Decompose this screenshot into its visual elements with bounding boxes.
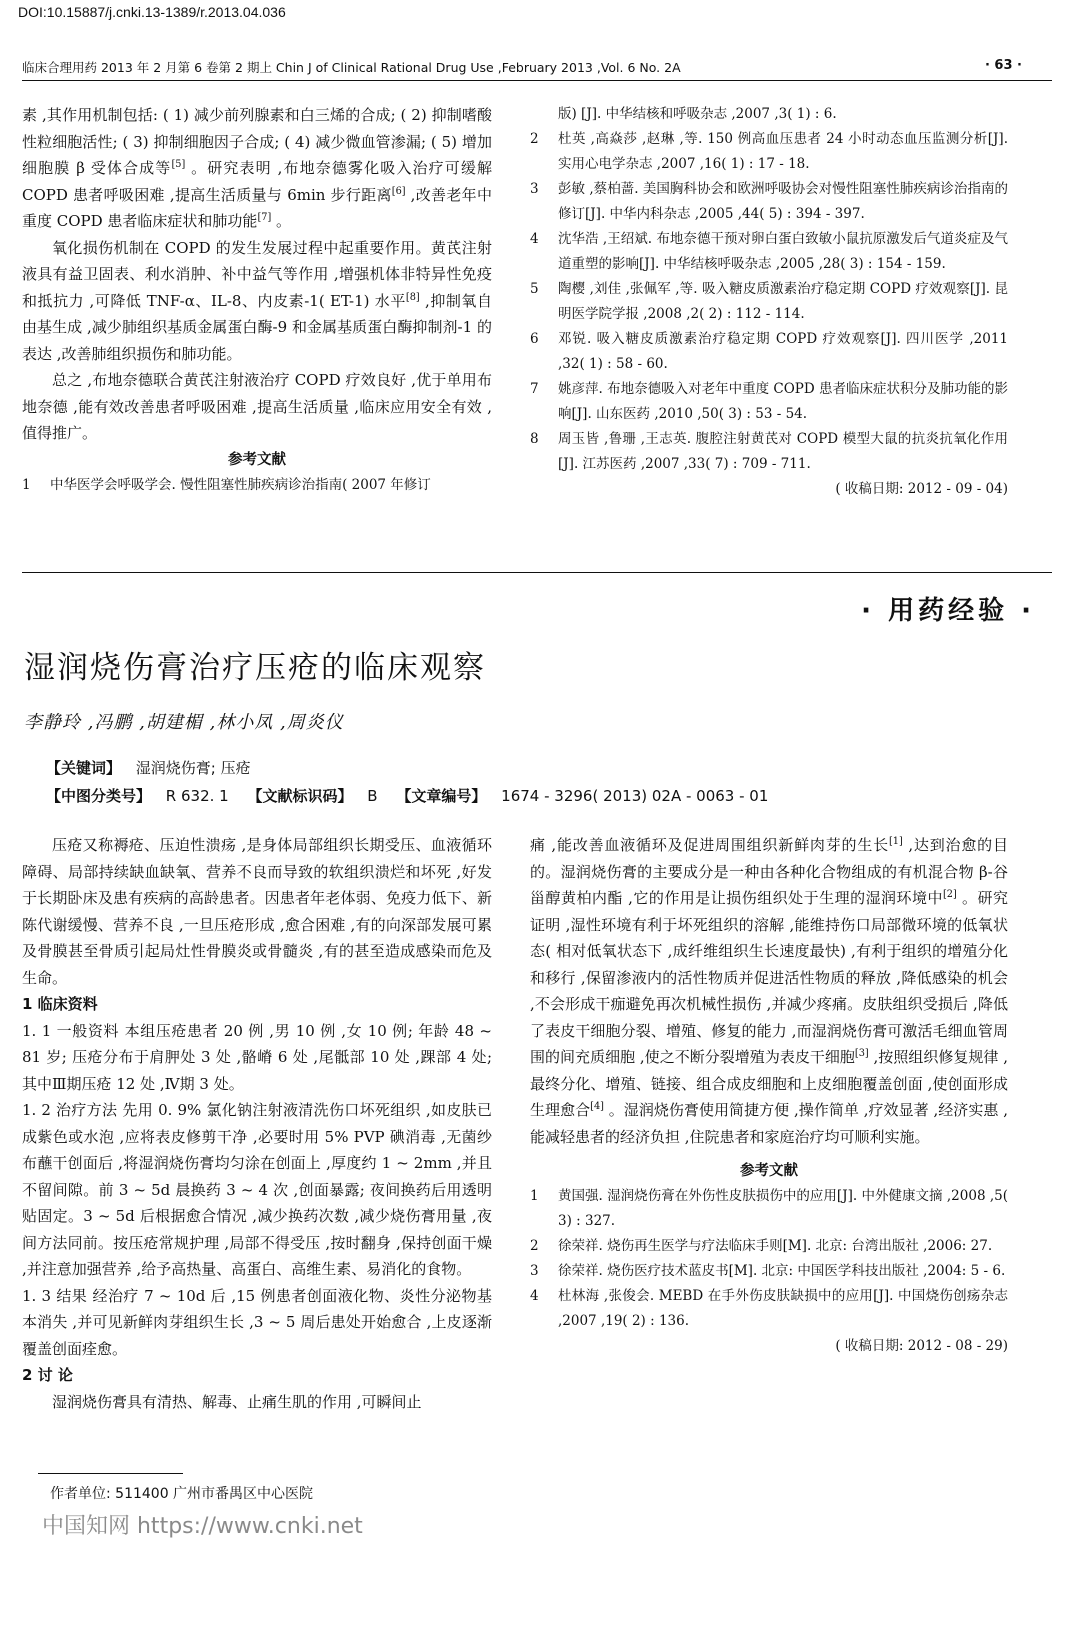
ref-text: 版) [J]. 中华结核和呼吸杂志 ,2007 ,3( 1) : 6. bbox=[558, 106, 837, 122]
keywords-label: 【关键词】 bbox=[46, 759, 122, 777]
doc-code-label: 【文献标识码】 bbox=[247, 787, 353, 805]
article-no-value: 1674 - 3296( 2013) 02A - 0063 - 01 bbox=[501, 787, 769, 805]
prev-received-date: ( 收稿日期: 2012 - 09 - 04) bbox=[835, 481, 1008, 497]
prev-ref-item bbox=[530, 427, 1008, 477]
running-head-text: 临床合理用药 2013 年 2 月第 6 卷第 2 期上 Chin J of Clinical Rational Drug Use ,February 2013 ,Vol. 6 No. 2A bbox=[22, 60, 681, 75]
section-heading: 1 临床资料 bbox=[22, 995, 98, 1013]
ref-number: 2 bbox=[530, 1238, 539, 1254]
article-right-column bbox=[530, 832, 1008, 1358]
article-authors: 李静玲 ,冯鹏 ,胡建楣 ,林小凤 ,周炎仪 bbox=[24, 712, 344, 733]
article-separator-rule bbox=[22, 572, 1052, 573]
prev-ref-item bbox=[530, 102, 1008, 127]
received-date: ( 收稿日期: 2012 - 08 - 29) bbox=[835, 1338, 1008, 1354]
classification-line bbox=[46, 785, 768, 806]
prev-article-right-column bbox=[530, 102, 1008, 501]
prev-paragraph-3: 总之 ,布地奈德联合黄芪注射液治疗 COPD 疗效良好 ,优于单用布地奈德 ,能有效改善患者呼吸困难 ,提高生活质量 ,临床应用安全有效 ,值得推广。 bbox=[22, 371, 492, 442]
ref-text: 杜林海 ,张俊会. MEBD 在手外伤皮肤缺损中的应用[J]. 中国烧伤创疡杂志 ,2007 ,19( 2) : 136. bbox=[558, 1288, 1008, 1329]
keywords-line bbox=[46, 757, 251, 778]
ref-number: 6 bbox=[530, 331, 539, 347]
doi: DOI:10.15887/j.cnki.13-1389/r.2013.04.036 bbox=[18, 4, 286, 20]
article-title: 湿润烧伤膏治疗压疮的临床观察 bbox=[24, 650, 486, 686]
ref-text: 徐荣祥. 烧伤再生医学与疗法临床手则[M]. 北京: 台湾出版社 ,2006: 27. bbox=[558, 1238, 993, 1254]
article-left-column bbox=[22, 832, 492, 1415]
prev-ref-item bbox=[530, 127, 1008, 177]
prev-article-left-column bbox=[22, 102, 492, 498]
prev-ref-item bbox=[530, 377, 1008, 427]
prev-ref-item bbox=[530, 327, 1008, 377]
subsection-paragraph: 1. 3 结果 经治疗 7 ~ 10d 后 ,15 例患者创面液化物、炎性分泌物基本消失 ,并可见新鲜肉芽组织生长 ,3 ~ 5 周后患处开始愈合 ,上皮逐渐覆盖创面痊愈。 bbox=[22, 1286, 492, 1358]
ref-number: 1 bbox=[530, 1188, 539, 1204]
prev-ref-item bbox=[22, 473, 492, 498]
ref-text: 沈华浩 ,王绍斌. 布地奈德干预对卵白蛋白致敏小鼠抗原激发后气道炎症及气道重塑的影响[J]. 中华结核呼吸杂志 ,2005 ,28( 3) : 154 - 159. bbox=[558, 231, 1008, 272]
subsection-paragraph: 1. 1 一般资料 本组压疮患者 20 例 ,男 10 例 ,女 10 例; 年龄 48 ~ 81 岁; 压疮分布于肩胛处 3 处 ,骼嵴 6 处 ,尾骶部 10 处 ,踝部 4 处; 其中Ⅲ期压疮 12 处 ,Ⅳ期 3 处。 bbox=[22, 1021, 492, 1093]
body-paragraph: 压疮又称褥疮、压迫性溃疡 ,是身体局部组织长期受压、血液循环障碍、局部持续缺血缺氧、营养不良而导致的软组织溃烂和坏死 ,好发于长期卧床及患有疾病的高龄患者。因患者年老体弱、免疫力低下、新陈代谢缓慢、营养不良 ,一旦压疮形成 ,愈合困难 ,有的向深部发展可累及骨膜甚至骨质引起局灶性骨膜炎或骨髓炎 ,有的甚至造成感染而危及生命。 bbox=[22, 836, 492, 987]
refs-title: 参考文献 bbox=[740, 1162, 798, 1179]
section-tag: · 用药经验 · bbox=[861, 596, 1035, 626]
prev-ref-item bbox=[530, 277, 1008, 327]
page-number: · 63 · bbox=[984, 58, 1022, 73]
ref-text: 彭敏 ,蔡柏蔷. 美国胸科协会和欧洲呼吸协会对慢性阻塞性肺疾病诊治指南的修订[J]. 中华内科杂志 ,2005 ,44( 5) : 394 - 397. bbox=[558, 181, 1008, 222]
prev-paragraph-2: 氧化损伤机制在 COPD 的发生发展过程中起重要作用。黄芪注射液具有益卫固表、利水消肿、补中益气等作用 ,增强机体非特异性免疫和抵抗力 ,可降低 TNF-α、IL-8、内皮素-1( ET-1) 水平[8] ,抑制氧自由基生成 ,减少肺组织基质金属蛋白酶-9 和金属基质蛋白酶抑制剂-1 的表达 ,改善肺组织损伤和肺功能。 bbox=[22, 238, 492, 363]
ref-item bbox=[530, 1234, 1008, 1259]
article-no-label: 【文章编号】 bbox=[396, 787, 487, 805]
doc-code-value: B bbox=[367, 787, 378, 805]
ref-text: 黄国强. 湿润烧伤膏在外伤性皮肤损伤中的应用[J]. 中外健康文摘 ,2008 ,5( 3) : 327. bbox=[558, 1188, 1008, 1229]
body-paragraph: 痛 ,能改善血液循环及促进周围组织新鲜肉芽的生长[1] ,达到治愈的目的。湿润烧伤膏的主要成分是一种由各种化合物组成的有机混合物 β-谷甾醇黄柏内酯 ,它的作用是让损伤组织处于生理的湿润环境中[2] 。研究证明 ,湿性环境有利于坏死组织的溶解 ,能维持伤口局部微环境的低氧状态( 相对低氧状态下 ,成纤维组织生长速度最快) ,有利于组织的增殖分化和移行 ,保留渗液内的活性物质并促进活性物质的释放 ,降低感染的机会 ,不会形成干痂避免再次机械性损伤 ,并减少疼痛。皮肤组织受损后 ,降低了表皮干细胞分裂、增殖、修复的能力 ,而湿润烧伤膏可激活毛细血管周围的间充质细胞 ,使之不断分裂增殖为表皮干细胞[3] ,按照组织修复规律 ,最终分化、增殖、链接、组合成皮细胞和上皮细胞覆盖创面 ,使创面形成生理愈合[4] 。湿润烧伤膏使用简捷方便 ,操作简单 ,疗效显著 ,经济实惠 ,能减轻患者的经济负担 ,住院患者和家庭治疗均可顺利实施。 bbox=[530, 836, 1008, 1146]
ref-number: 3 bbox=[530, 1263, 539, 1279]
ref-item bbox=[530, 1184, 1008, 1234]
ref-number: 8 bbox=[530, 431, 539, 447]
ref-number: 5 bbox=[530, 281, 539, 297]
keywords-value: 湿润烧伤膏; 压疮 bbox=[135, 759, 251, 777]
cnki-watermark: 中国知网 https://www.cnki.net bbox=[42, 1514, 363, 1539]
ref-text: 邓锐. 吸入糖皮质激素治疗稳定期 COPD 疗效观察[J]. 四川医学 ,2011 ,32( 1) : 58 - 60. bbox=[558, 331, 1008, 372]
clc-label: 【中图分类号】 bbox=[46, 787, 152, 805]
ref-text: 姚彦萍. 布地奈德吸入对老年中重度 COPD 患者临床症状积分及肺功能的影响[J]. 山东医药 ,2010 ,50( 3) : 53 - 54. bbox=[558, 381, 1008, 422]
prev-paragraph-1: 素 ,其作用机制包括: ( 1) 减少前列腺素和白三烯的合成; ( 2) 抑制嗜酸性粒细胞活性; ( 3) 抑制细胞因子合成; ( 4) 减少微血管渗漏; ( 5) 增加细胞膜 β 受体合成等[5] 。研究表明 ,布地奈德雾化吸入治疗可缓解 COPD 患者呼吸困难 ,提高生活质量与 6min 步行距离[6] ,改善老年中重度 COPD 患者临床症状和肺功能[7] 。 bbox=[22, 106, 492, 230]
ref-number: 1 bbox=[22, 476, 31, 493]
ref-number: 2 bbox=[530, 131, 539, 147]
header-rule bbox=[22, 80, 1052, 81]
body-paragraph: 湿润烧伤膏具有清热、解毒、止痛生肌的作用 ,可瞬间止 bbox=[52, 1392, 422, 1411]
prev-refs-title: 参考文献 bbox=[228, 450, 286, 468]
ref-number: 3 bbox=[530, 181, 539, 197]
ref-text: 周玉皆 ,鲁珊 ,王志英. 腹腔注射黄芪对 COPD 模型大鼠的抗炎抗氧化作用[J]. 江苏医药 ,2007 ,33( 7) : 709 - 711. bbox=[558, 431, 1008, 472]
ref-number: 4 bbox=[530, 1288, 539, 1304]
clc-value: R 632. 1 bbox=[165, 787, 229, 805]
author-affiliation: 作者单位: 511400 广州市番禺区中心医院 bbox=[50, 1486, 314, 1502]
ref-text: 徐荣祥. 烧伤医疗技术蓝皮书[M]. 北京: 中国医学科技出版社 ,2004: 5 - 6. bbox=[558, 1263, 1006, 1279]
footnote-rule bbox=[38, 1473, 183, 1474]
prev-ref-item bbox=[530, 177, 1008, 227]
prev-ref-item bbox=[530, 227, 1008, 277]
section-heading: 2 讨 论 bbox=[22, 1366, 73, 1384]
ref-item bbox=[530, 1259, 1008, 1284]
ref-text: 中华医学会呼吸学会. 慢性阻塞性肺疾病诊治指南( 2007 年修订 bbox=[50, 476, 431, 493]
subsection-paragraph: 1. 2 治疗方法 先用 0. 9% 氯化钠注射液清洗伤口坏死组织 ,如皮肤已成紫色或水泡 ,应将表皮修剪干净 ,必要时用 5% PVP 碘消毒 ,无菌纱布蘸干创面后 ,将湿润烧伤膏均匀涂在创面上 ,厚度约 1 ~ 2mm ,并且不留间隙。前 3 ~ 5d 晨换药 3 ~ 4 次 ,创面暴露; 夜间换药后用透明贴固定。3 ~ 5d 后根据愈合情况 ,减少换药次数 ,减少烧伤膏用量 ,夜间方法同前。按压疮常规护理 ,局部不得受压 ,按时翻身 ,保持创面干燥 ,并注意加强营养 ,给予高热量、高蛋白、高维生素、易消化的食物。 bbox=[22, 1101, 492, 1278]
ref-number: 7 bbox=[530, 381, 539, 397]
ref-item bbox=[530, 1284, 1008, 1334]
ref-text: 陶樱 ,刘佳 ,张佩军 ,等. 吸入糖皮质激素治疗稳定期 COPD 疗效观察[J]. 昆明医学院学报 ,2008 ,2( 2) : 112 - 114. bbox=[558, 281, 1008, 322]
running-head bbox=[22, 58, 1022, 76]
ref-number: 4 bbox=[530, 231, 539, 247]
ref-text: 杜英 ,高焱莎 ,赵琳 ,等. 150 例高血压患者 24 小时动态血压监测分析[J]. 实用心电学杂志 ,2007 ,16( 1) : 17 - 18. bbox=[558, 131, 1008, 172]
